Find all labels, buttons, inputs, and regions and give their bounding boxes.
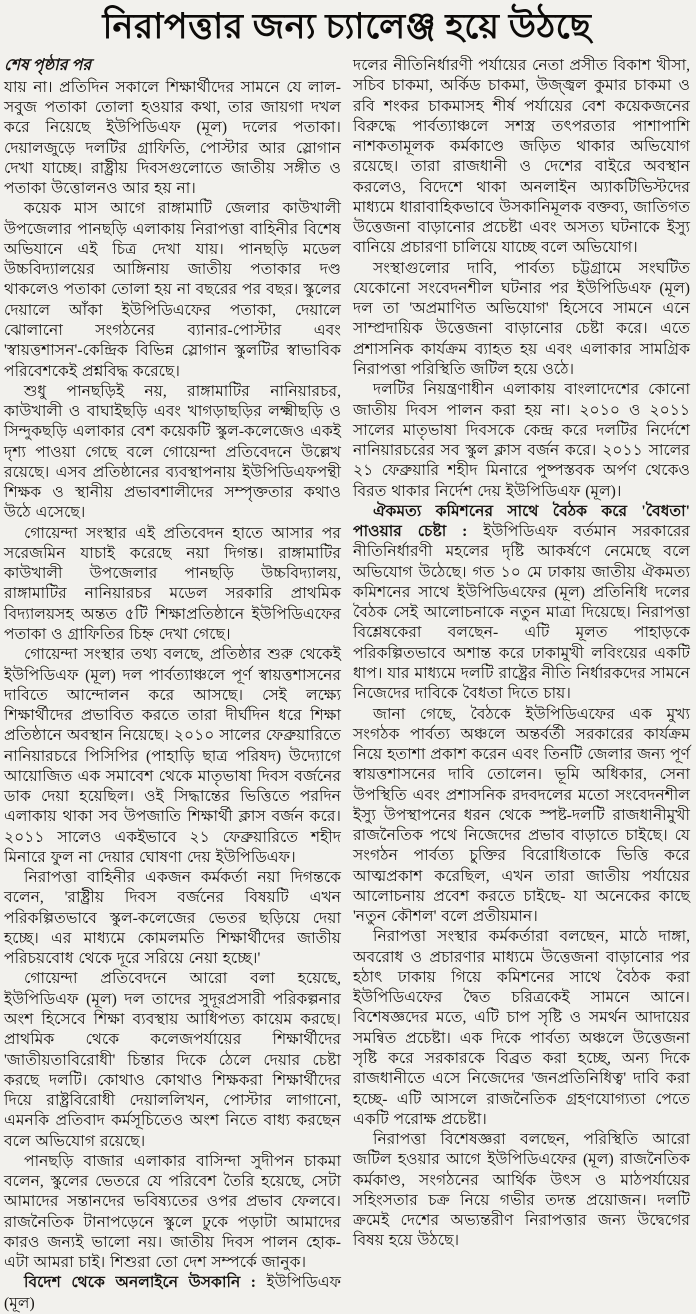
paragraph xyxy=(353,705,690,928)
paragraph xyxy=(4,524,341,646)
inline-subhead: ঐকমত্য কমিশনের সাথে বৈঠক করে 'বৈধতা' পাওয়ার চেষ্টা : xyxy=(353,502,690,541)
paragraph-text: গোয়েন্দা সংস্থার এই প্রতিবেদন হাতে আসার পর সরেজমিন যাচাই করেছে নয়া দিগন্ত। রাঙ্গামাটির কাউখালী উপজেলার পানছড়ি উচ্চবিদ্যালয়, রাঙ্গামাটির নানিয়ারচর মডেল সরকারি প্রাথমিক বিদ্যালয়সহ অন্তত ৫টি শিক্ষাপ্রতিষ্ঠানে ইউপিডিএফের পতাকা ও গ্রাফিতির চিহ্ন দেখা গেছে। xyxy=(4,524,341,643)
paragraph-text: দলের নীতিনির্ধারণী পর্যায়ের নেতা প্রসীত বিকাশ খীসা, সচিব চাকমা, অর্কিড চাকমা, উজ্জ্বল কুমার চাকমা ও রবি শংকর চাকমাসহ শীর্ষ পর্যায়ের বেশ কয়েকজনের বিরুদ্ধে পার্বত্যাঞ্চলে সশস্ত্র তৎপরতার পাশাপাশি নাশকতামূলক কর্মকাণ্ডে জড়িত থাকার অভিযোগ রয়েছে। তারা রাজধানী ও দেশের বাইরে অবস্থান করলেও, বিদেশে থাকা অনলাইন অ্যাকটিভিস্টদের মাধ্যমে ধারাবাহিকভাবে উসকানিমূলক বক্তব্য, জাতিগত উত্তেজনা বাড়ানোর প্রচেষ্টা এবং অসত্য ঘটনাকে ইস্যু বানিয়ে প্রচারণা চালিয়ে যাচ্ছে বলে অভিযোগ। xyxy=(353,57,690,257)
left-column xyxy=(4,56,341,1314)
paragraph xyxy=(353,1130,690,1252)
paragraph-text: পানছড়ি বাজার এলাকার বাসিন্দা সুদীপন চাকমা বলেন, স্কুলের ভেতরে যে পরিবেশ তৈরি হয়েছে, সেটা আমাদের সন্তানদের ভবিষ্যতের ওপর প্রভাব ফেলবে। রাজনৈতিক টানাপড়েনে স্কুলে ঢুকে পড়াটা আমাদের কারও জন্যই ভালো নয়। জাতীয় দিবস পালন হোক-এটা আমরা চাই। শিশুরা তো দেশ সম্পর্কে জানুক। xyxy=(4,1152,341,1272)
paragraph xyxy=(4,1152,341,1274)
paragraph-with-subhead xyxy=(4,1273,341,1314)
continued-from-last-page-label: শেষ পৃষ্ঠার পর xyxy=(4,57,92,74)
paragraph-text: ইউপিডিএফ বর্তমান সরকারের নীতিনির্ধারণী মহলের দৃষ্টি আকর্ষণে নেমেছে বলে অভিযোগ উঠেছে। গত ১০ মে ঢাকায় জাতীয় ঐকমত্য কমিশনের সাথে ইউপিডিএফের (মূল) প্রতিনিধি দলের বৈঠক সেই আলোচনাকে নতুন মাত্রা দিয়েছে। নিরাপত্তা বিশ্লেষকেরা বলছেন- এটি মূলত পাহাড়কে পরিকল্পিতভাবে অশান্ত করে ঢাকামুখী লবিংয়ের একটি ধাপ। যার মাধ্যমে দলটি রাষ্ট্রের নীতি নির্ধারকদের সামনে নিজেদের দাবিকে বৈধতা দিতে চায়। xyxy=(353,523,690,703)
paragraph xyxy=(4,969,341,1151)
paragraph-text: সংস্থাগুলোর দাবি, পার্বত্য চট্টগ্রামে সংঘটিত যেকোনো সংবেদনশীল ঘটনার পর ইউপিডিএফ (মূল) দল তা 'অপ্রমাণিত অভিযোগ' হিসেবে সামনে এনে সাম্প্রদায়িক উত্তেজনা বাড়ানোর চেষ্টা করে। এতে প্রশাসনিক কার্যক্রম ব্যাহত হয় এবং এলাকার সামগ্রিক নিরাপত্তা পরিস্থিতি জটিল হয়ে ওঠে। xyxy=(353,259,690,378)
paragraph xyxy=(4,78,341,200)
article-headline: নিরাপত্তার জন্য চ্যালেঞ্জ হয়ে উঠছে xyxy=(102,7,592,46)
paragraph-text: গোয়েন্দা সংস্থার তথ্য বলছে, প্রতিষ্ঠার শুরু থেকেই ইউপিডিএফ (মূল) দল পার্বত্যাঞ্চলে পূর্ণ স্বায়ত্তশাসনের দাবিতে আন্দোলন করে আসছে। সেই লক্ষ্যে শিক্ষার্থীদের প্রভাবিত করতে তারা দীর্ঘদিন ধরে শিক্ষা প্রতিষ্ঠানে অবস্থান নিয়েছে। ২০১০ সালের ফেব্রুয়ারিতে নানিয়ারচরে পিসিপির (পাহাড়ি ছাত্র পরিষদ) উদ্যোগে আয়োজিত এক সমাবেশ থেকে মাতৃভাষা দিবস বর্জনের ডাক দেয়া হয়েছিল। ওই সিদ্ধান্তের ভিত্তিতে পরদিন এলাকায় থাকা সব উপজাতি শিক্ষার্থী ক্লাস বর্জন করে। ২০১১ সালেও একইভাবে ২১ ফেব্রুয়ারিতে শহীদ মিনারে ফুল না দেয়ার ঘোষণা দেয় ইউপিডিএফ। xyxy=(4,646,341,866)
paragraph xyxy=(4,382,341,524)
paragraph xyxy=(353,56,690,259)
paragraph-text: গোয়েন্দা প্রতিবেদনে আরো বলা হয়েছে, ইউপিডিএফ (মূল) দল তাদের সুদূরপ্রসারী পরিকল্পনার অংশ হিসেবে শিক্ষা ব্যবস্থায় আধিপত্য কায়েম করছে। প্রাথমিক থেকে কলেজপর্যায়ের শিক্ষার্থীদের 'জাতীয়তাবিরোধী' চিন্তার দিকে ঠেলে দেয়ার চেষ্টা করছে দলটি। কোথাও কোথাও শিক্ষকরা শিক্ষার্থীদের দিয়ে রাষ্ট্রবিরোধী দেয়াললিখন, পোস্টার লাগানো, এমনকি প্রতিবাদ কর্মসূচিতেও অংশ নিতে বাধ্য করছেন বলে অভিযোগ রয়েছে। xyxy=(4,970,341,1150)
paragraph xyxy=(353,259,690,381)
right-column xyxy=(353,56,690,1314)
paragraph-text: দলটির নিয়ন্ত্রণাধীন এলাকায় বাংলাদেশের কোনো জাতীয় দিবস পালন করা হয় না। ২০১০ ও ২০১১ সালের মাতৃভাষা দিবসকে কেন্দ্র করে দলটির নির্দেশে নানিয়ারচরের সব স্কুল ক্লাস বর্জন করে। ২০১১ সালের ২১ ফেব্রুয়ারি শহীদ মিনারে পুষ্পস্তবক অর্পণ থেকেও বিরত থাকার নির্দেশ দেয় ইউপিডিএফ (মূল)। xyxy=(353,381,690,500)
paragraph-text: নিরাপত্তা বিশেষজ্ঞরা বলছেন, পরিস্থিতি আরো জটিল হওয়ার আগে ইউপিডিএফের (মূল) রাজনৈতিক কর্মকাণ্ড, সংগঠনের আর্থিক উৎস ও মাঠপর্যায়ের সহিংসতার চক্র নিয়ে গভীর তদন্ত প্রয়োজন। দলটি ক্রমেই দেশের অভ্যন্তরীণ নিরাপত্তার জন্য উদ্বেগের বিষয় হয়ে উঠছে। xyxy=(353,1131,690,1250)
article-columns xyxy=(4,56,690,1314)
paragraph-text: জানা গেছে, বৈঠকে ইউপিডিএফের এক মুখ্য সংগঠক পার্বত্য অঞ্চলে অন্তর্বর্তী সরকারের কার্যক্রম নিয়ে হতাশা প্রকাশ করেন এবং তিনটি জেলার জন্য পূর্ণ স্বায়ত্তশাসনের দাবি তোলেন। ভূমি অধিকার, সেনা উপস্থিতি এবং প্রশাসনিক রদবদলের মতো সংবেদনশীল ইস্যু উপস্থাপনের ধরন থেকে স্পষ্ট-দলটি রাজধানীমুখী রাজনৈতিক পথে নিজেদের প্রভাব বাড়াতে চাইছে। যে সংগঠন পার্বত্য চুক্তির বিরোধিতাকে ভিত্তি করে আত্মপ্রকাশ করেছিল, এখন তারা জাতীয় পর্যায়ের আলোচনায় প্রবেশ করতে চাইছে- যা অনেকের কাছে 'নতুন কৌশল' বলে প্রতীয়মান। xyxy=(353,705,690,926)
paragraph-text: ইউপিডিএফ (মূল) xyxy=(4,1274,341,1312)
paragraph-text: যায় না। প্রতিদিন সকালে শিক্ষার্থীদের সামনে যে লাল-সবুজ পতাকা তোলা হওয়ার কথা, তার জায়গা দখল করে নিয়েছে ইউপিডিএফ (মূল) দলের পতাকা। দেয়ালজুড়ে দলটির গ্রাফিতি, পোস্টার আর স্লোগান দেখা যাচ্ছে। রাষ্ট্রীয় দিবসগুলোতে জাতীয় সঙ্গীত ও পতাকা উত্তোলনও আর হয় না। xyxy=(4,78,341,198)
paragraph xyxy=(353,380,690,502)
paragraph-text: নিরাপত্তা বাহিনীর একজন কর্মকর্তা নয়া দিগন্তকে বলেন, 'রাষ্ট্রীয় দিবস বর্জনের বিষয়টি এখন পরিকল্পিতভাবে স্কুল-কলেজের ভেতর ছড়িয়ে দেয়া হচ্ছে। এর মাধ্যমে কোমলমতি শিক্ষার্থীদের জাতীয় পরিচয়বোধ থেকে দূরে সরিয়ে নেয়া হচ্ছে।' xyxy=(4,869,341,968)
paragraph xyxy=(4,868,341,969)
paragraph xyxy=(353,927,690,1130)
paragraph-text: শুধু পানছড়িই নয়, রাঙ্গামাটির নানিয়ারচর, কাউখালী ও বাঘাইছড়ি এবং খাগড়াছড়ির লক্ষ্মীছড়ি ও সিন্দুকছড়ি এলাকার বেশ কয়েকটি স্কুল-কলেজেও একই দৃশ্য পাওয়া গেছে বলে গোয়েন্দা প্রতিবেদনে উল্লেখ রয়েছে। এসব প্রতিষ্ঠানের ব্যবস্থাপনায় ইউপিডিএফপন্থী শিক্ষক ও স্থানীয় প্রভাবশালীদের সম্পৃক্ততার কথাও উঠে এসেছে। xyxy=(4,382,341,522)
inline-subhead: বিদেশ থেকে অনলাইনে উসকানি : xyxy=(24,1274,267,1292)
paragraph-text: নিরাপত্তা সংস্থার কর্মকর্তারা বলছেন, মাঠে দাঙ্গা, অবরোধ ও প্রচারণার মাধ্যমে উত্তেজনা বাড়ানোর পর হঠাৎ ঢাকায় গিয়ে কমিশনের সাথে বৈঠক করা ইউপিডিএফের দ্বৈত চরিত্রকেই সামনে আনে। বিশেষজ্ঞদের মতে, এটি চাপ সৃষ্টি ও সমর্থন আদায়ের সমন্বিত প্রচেষ্টা। এক দিকে পার্বত্য অঞ্চলে উত্তেজনা সৃষ্টি করে সরকারকে বিব্রত করা হচ্ছে, অন্য দিকে রাজধানীতে এসে নিজেদের 'জনপ্রতিনিধিত্ব' দাবি করা হচ্ছে- এটি আসলে রাজনৈতিক গ্রহণযোগ্যতা পেতে একটি পরোক্ষ প্রচেষ্টা। xyxy=(353,928,690,1128)
paragraph xyxy=(4,199,341,381)
paragraph xyxy=(4,645,341,868)
paragraph-text: কয়েক মাস আগে রাঙ্গামাটি জেলার কাউখালী উপজেলার পানছড়ি এলাকায় নিরাপত্তা বাহিনীর বিশেষ অভিযানে এই চিত্র দেখা যায়। পানছড়ি মডেল উচ্চবিদ্যালয়ের আঙ্গিনায় জাতীয় পতাকার দণ্ড থাকলেও পতাকা তোলা হয় না বছরের পর বছর। স্কুলের দেয়ালে আঁকা ইউপিডিএফের পতাকা, দেয়ালে ঝোলানো সংগঠনের ব্যানার-পোস্টার এবং 'স্বায়ত্তশাসন'-কেন্দ্রিক বিভিন্ন স্লোগান স্কুলটির স্বাভাবিক পরিবেশকেই প্রশ্নবিদ্ধ করেছে। xyxy=(4,200,341,380)
paragraph-with-subhead xyxy=(353,502,690,705)
